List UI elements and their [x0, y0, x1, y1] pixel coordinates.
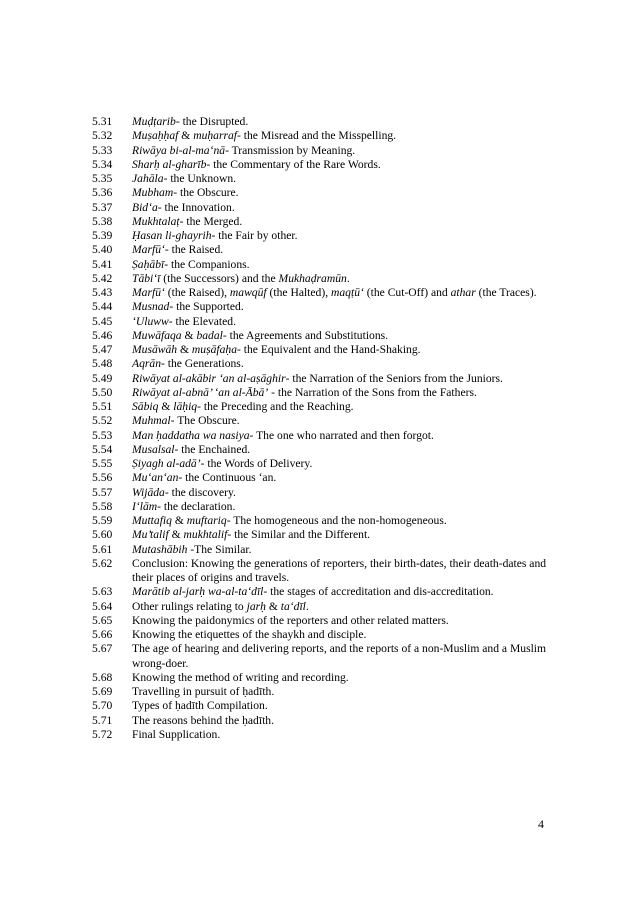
- toc-entry-number: 5.64: [92, 599, 113, 613]
- entry-text-segment: - the declaration.: [157, 499, 236, 513]
- entry-text-segment: - the Misread and the Misspelling.: [237, 129, 397, 143]
- toc-entry-text: [132, 699, 552, 713]
- toc-entry-number: 5.47: [92, 343, 113, 356]
- entry-text-segment: - the Similar and the Different.: [227, 528, 371, 542]
- toc-entry-text: [132, 486, 552, 500]
- entry-text-segment: - the Generations.: [160, 357, 244, 371]
- entry-text-segment: Travelling in pursuit of ḥadīth.: [132, 685, 275, 698]
- toc-entry-text: [132, 585, 552, 599]
- transliterated-term: badal: [196, 328, 223, 342]
- toc-entry-text: [132, 543, 552, 557]
- toc-entry: [92, 414, 552, 428]
- toc-entry: [92, 215, 552, 229]
- toc-entry: [92, 357, 552, 371]
- toc-entry-text: [132, 357, 552, 371]
- toc-entry-text: [132, 528, 552, 542]
- toc-entry-text: [132, 514, 552, 528]
- toc-entry: [92, 400, 552, 414]
- toc-entry-text: [132, 614, 552, 628]
- toc-entry-number: 5.52: [92, 414, 113, 428]
- transliterated-term: Muwāfaqa: [132, 328, 182, 342]
- toc-entry-text: [132, 414, 552, 428]
- toc-entry: [92, 258, 552, 272]
- toc-entry-text: [132, 372, 552, 386]
- toc-entry-text: [132, 500, 552, 514]
- entry-text-segment: - the Innovation.: [157, 200, 235, 214]
- toc-entry: [92, 315, 552, 329]
- entry-text-segment: Conclusion: Knowing the generations of reporters, their birth-dates, their death-dates and their places of origins and travels.: [132, 556, 547, 584]
- toc-entry-text: [132, 443, 552, 457]
- entry-text-segment: &: [181, 328, 197, 342]
- toc-entry-number: 5.63: [92, 585, 113, 599]
- toc-entry-text: [132, 429, 552, 443]
- toc-entry-number: 5.60: [92, 528, 113, 542]
- transliterated-term: I‘lām: [132, 499, 158, 513]
- toc-entry: [92, 471, 552, 485]
- transliterated-term: Riwāyat al-abnā’ ‘an al-Ābā’: [132, 385, 269, 399]
- toc-entry: [92, 286, 552, 300]
- transliterated-term: ta‘dīl: [280, 599, 306, 613]
- transliterated-term: Musāwāh: [132, 343, 178, 356]
- toc-entry: [92, 557, 552, 586]
- entry-text-segment: - The one who narrated and then forgot.: [249, 428, 434, 442]
- transliterated-term: Musalsal: [132, 442, 175, 456]
- toc-entry-number: 5.48: [92, 357, 113, 371]
- toc-entry-text: [132, 714, 552, 728]
- toc-entry-number: 5.36: [92, 186, 113, 200]
- transliterated-term: Sharḥ al-gharīb: [132, 157, 207, 171]
- toc-entry-number: 5.71: [92, 713, 113, 727]
- entry-text-segment: - the Enchained.: [174, 442, 251, 456]
- toc-entry-text: [132, 557, 552, 586]
- entry-text-segment: &: [171, 514, 187, 527]
- toc-entry: [92, 543, 552, 557]
- transliterated-term: maqṭū‘: [331, 286, 364, 299]
- entry-text-segment: &: [158, 400, 174, 413]
- toc-entry: [92, 528, 552, 542]
- toc-entry-text: [132, 115, 552, 129]
- toc-entry-number: 5.54: [92, 442, 113, 456]
- toc-entry-text: [132, 215, 552, 229]
- entry-text-segment: - the Disrupted.: [175, 115, 249, 128]
- toc-entry: [92, 728, 552, 742]
- transliterated-term: Mu‘an‘an: [132, 471, 179, 485]
- toc-entry-number: 5.70: [92, 699, 113, 713]
- transliterated-term: muftariq: [186, 514, 227, 527]
- toc-entry-number: 5.61: [92, 542, 113, 556]
- toc-entry-text: [132, 457, 552, 471]
- transliterated-term: Muhmal: [132, 414, 171, 428]
- toc-entry-number: 5.57: [92, 485, 113, 499]
- transliterated-term: Sābiq: [132, 400, 159, 413]
- toc-entry-text: [132, 300, 552, 314]
- entry-text-segment: - the Elevated.: [168, 314, 236, 328]
- toc-entry-text: [132, 186, 552, 200]
- toc-entry-number: 5.65: [92, 613, 113, 627]
- entry-text-segment: - the Fair by other.: [211, 229, 298, 242]
- toc-entry-text: [132, 400, 552, 414]
- toc-entry-number: 5.66: [92, 628, 113, 641]
- toc-entry-text: [132, 671, 552, 685]
- transliterated-term: Marfū‘: [132, 243, 165, 257]
- toc-entry-number: 5.72: [92, 727, 113, 741]
- transliterated-term: mawqūf: [229, 286, 267, 299]
- entry-text-segment: &: [265, 599, 281, 613]
- toc-entry: [92, 514, 552, 528]
- transliterated-term: Muttafiq: [132, 514, 172, 527]
- transliterated-term: Ḥasan li-ghayrih: [132, 229, 212, 242]
- transliterated-term: Mu’talif: [132, 528, 169, 542]
- toc-entry: [92, 642, 552, 671]
- entry-text-segment: &: [177, 343, 192, 356]
- toc-entry-text: [132, 172, 552, 186]
- toc-entry: [92, 457, 552, 471]
- transliterated-term: Mukhaḍramūn: [278, 271, 347, 285]
- entry-text-segment: &: [168, 528, 184, 542]
- toc-entry-text: [132, 343, 552, 357]
- transliterated-term: Man ḥaddatha wa nasiya: [132, 428, 250, 442]
- toc-entry: [92, 272, 552, 286]
- toc-entry-number: 5.69: [92, 685, 113, 698]
- toc-entry: [92, 585, 552, 599]
- entry-text-segment: The reasons behind the ḥadīth.: [132, 713, 274, 727]
- toc-entry-number: 5.62: [92, 556, 113, 570]
- toc-entry: [92, 329, 552, 343]
- entry-text-segment: - The homogeneous and the non-homogeneous.: [226, 514, 447, 527]
- toc-entry-number: 5.49: [92, 371, 113, 385]
- transliterated-term: muḥarraf: [193, 129, 238, 143]
- transliterated-term: Aqrān: [132, 357, 161, 371]
- toc-entry-number: 5.67: [92, 642, 113, 656]
- entry-text-segment: Other rulings relating to: [132, 599, 247, 613]
- toc-entry: [92, 628, 552, 642]
- toc-entry-text: [132, 201, 552, 215]
- toc-entry: [92, 343, 552, 357]
- toc-entry-number: 5.55: [92, 457, 113, 470]
- toc-entry-text: [132, 315, 552, 329]
- toc-entry: [92, 429, 552, 443]
- toc-entry-text: [132, 728, 552, 742]
- toc-entry-text: [132, 286, 552, 300]
- toc-entry: [92, 500, 552, 514]
- entry-text-segment: - the Agreements and Substitutions.: [222, 328, 389, 342]
- transliterated-term: Mukhtalaṭ: [132, 214, 180, 228]
- toc-entry-text: [132, 685, 552, 699]
- toc-entry: [92, 386, 552, 400]
- transliterated-term: muṣāfaḥa: [191, 343, 238, 356]
- entry-text-segment: Knowing the paidonymics of the reporters and other related matters.: [132, 613, 449, 627]
- toc-entry: [92, 201, 552, 215]
- toc-entry-text: [132, 471, 552, 485]
- entry-text-segment: - The Obscure.: [170, 414, 240, 428]
- entry-text-segment: Knowing the etiquettes of the shaykh and disciple.: [132, 628, 367, 641]
- toc-entry-text: [132, 272, 552, 286]
- toc-entry-text: [132, 158, 552, 172]
- entry-text-segment: (the Successors) and the: [160, 271, 279, 285]
- entry-text-segment: - the Words of Delivery.: [200, 457, 313, 470]
- entry-text-segment: - the Unknown.: [163, 172, 237, 185]
- toc-entry-number: 5.51: [92, 400, 113, 413]
- entry-text-segment: -The Similar.: [187, 542, 252, 556]
- entry-text-segment: The age of hearing and delivering reports, and the reports of a non-Muslim and a Muslim wrong-doer.: [132, 642, 547, 670]
- transliterated-term: Muṣaḥḥaf: [132, 129, 179, 143]
- transliterated-term: jarḥ: [246, 599, 266, 613]
- toc-entry: [92, 144, 552, 158]
- transliterated-term: ‘Uluww: [132, 314, 169, 328]
- entry-text-segment: - the Commentary of the Rare Words.: [206, 157, 381, 171]
- toc-entry-number: 5.32: [92, 129, 113, 143]
- table-of-contents: [92, 115, 552, 742]
- toc-entry-number: 5.31: [92, 115, 113, 128]
- toc-entry: [92, 671, 552, 685]
- entry-text-segment: - the Obscure.: [173, 186, 239, 200]
- transliterated-term: Tābi‘ī: [132, 271, 161, 285]
- toc-entry-number: 5.39: [92, 229, 113, 242]
- toc-entry: [92, 243, 552, 257]
- entry-text-segment: (the Halted),: [266, 286, 332, 299]
- toc-entry-number: 5.59: [92, 514, 113, 527]
- toc-entry-text: [132, 600, 552, 614]
- transliterated-term: Musnad: [132, 300, 170, 314]
- transliterated-term: Marātib al-jarḥ wa-al-ta‘dīl: [132, 585, 264, 599]
- toc-entry: [92, 600, 552, 614]
- transliterated-term: Riwāya bi-al-ma‘nā: [132, 143, 226, 157]
- toc-entry: [92, 486, 552, 500]
- toc-entry: [92, 443, 552, 457]
- toc-entry-number: 5.35: [92, 172, 113, 185]
- entry-text-segment: - Transmission by Meaning.: [225, 143, 356, 157]
- transliterated-term: Mubham: [132, 186, 174, 200]
- toc-entry-number: 5.50: [92, 385, 113, 399]
- toc-entry: [92, 372, 552, 386]
- toc-entry-number: 5.44: [92, 300, 113, 314]
- transliterated-term: Riwāyat al-akābir ‘an al-aṣāghir: [132, 371, 286, 385]
- entry-text-segment: - the Raised.: [164, 243, 224, 257]
- entry-text-segment: - the stages of accreditation and dis-accreditation.: [263, 585, 494, 599]
- toc-entry-number: 5.33: [92, 143, 113, 157]
- toc-entry-number: 5.34: [92, 157, 113, 171]
- toc-entry: [92, 699, 552, 713]
- toc-entry: [92, 172, 552, 186]
- toc-entry-text: [132, 144, 552, 158]
- toc-entry-text: [132, 258, 552, 272]
- toc-entry-number: 5.37: [92, 200, 113, 214]
- entry-text-segment: - the Narration of the Seniors from the Juniors.: [285, 371, 503, 385]
- entry-text-segment: Types of ḥadīth Compilation.: [132, 699, 268, 713]
- transliterated-term: Muḍṭarib: [132, 115, 176, 128]
- entry-text-segment: - the Merged.: [179, 214, 243, 228]
- toc-entry-text: [132, 329, 552, 343]
- toc-entry: [92, 714, 552, 728]
- toc-entry-text: [132, 229, 552, 243]
- toc-entry-text: [132, 386, 552, 400]
- toc-entry-number: 5.41: [92, 257, 113, 271]
- transliterated-term: Jahāla: [132, 172, 164, 185]
- toc-entry-number: 5.58: [92, 499, 113, 513]
- toc-entry: [92, 129, 552, 143]
- entry-text-segment: (the Cut-Off) and: [363, 286, 451, 299]
- toc-entry-number: 5.42: [92, 271, 113, 285]
- toc-entry: [92, 186, 552, 200]
- entry-text-segment: &: [178, 129, 194, 143]
- toc-entry-text: [132, 243, 552, 257]
- toc-entry-number: 5.46: [92, 328, 113, 342]
- entry-text-segment: - the Narration of the Sons from the Fathers.: [268, 385, 477, 399]
- entry-text-segment: - the Equivalent and the Hand-Shaking.: [237, 343, 421, 356]
- transliterated-term: mukhtalif: [183, 528, 228, 542]
- page-number: 4: [538, 817, 544, 831]
- entry-text-segment: (the Traces).: [475, 286, 537, 299]
- transliterated-term: Bid‘a: [132, 200, 158, 214]
- entry-text-segment: (the Raised),: [164, 286, 230, 299]
- entry-text-segment: - the Continuous ‘an.: [178, 471, 277, 485]
- toc-entry-number: 5.56: [92, 471, 113, 485]
- toc-entry-number: 5.68: [92, 670, 113, 684]
- toc-entry-number: 5.43: [92, 286, 113, 299]
- toc-entry-text: [132, 129, 552, 143]
- toc-entry: [92, 158, 552, 172]
- entry-text-segment: .: [305, 599, 309, 613]
- entry-text-segment: .: [346, 271, 350, 285]
- toc-entry-text: [132, 642, 552, 671]
- toc-entry: [92, 685, 552, 699]
- transliterated-term: Ṣiyagh al-adā’: [132, 457, 201, 470]
- entry-text-segment: Final Supplication.: [132, 727, 221, 741]
- transliterated-term: Mutashābih: [132, 542, 188, 556]
- transliterated-term: lāḥiq: [173, 400, 198, 413]
- toc-entry: [92, 229, 552, 243]
- toc-entry-text: [132, 628, 552, 642]
- toc-entry-number: 5.45: [92, 314, 113, 328]
- entry-text-segment: - the Preceding and the Reaching.: [197, 400, 354, 413]
- entry-text-segment: Knowing the method of writing and recording.: [132, 670, 349, 684]
- toc-entry: [92, 614, 552, 628]
- transliterated-term: Wijāda: [132, 485, 165, 499]
- transliterated-term: athar: [450, 286, 476, 299]
- entry-text-segment: - the discovery.: [164, 485, 236, 499]
- entry-text-segment: - the Companions.: [164, 257, 250, 271]
- toc-entry-number: 5.38: [92, 214, 113, 228]
- toc-entry-number: 5.53: [92, 428, 113, 442]
- transliterated-term: Ṣaḥābī: [132, 257, 165, 271]
- transliterated-term: Marfū‘: [132, 286, 165, 299]
- toc-entry: [92, 300, 552, 314]
- toc-entry: [92, 115, 552, 129]
- toc-entry-number: 5.40: [92, 243, 113, 257]
- entry-text-segment: - the Supported.: [169, 300, 244, 314]
